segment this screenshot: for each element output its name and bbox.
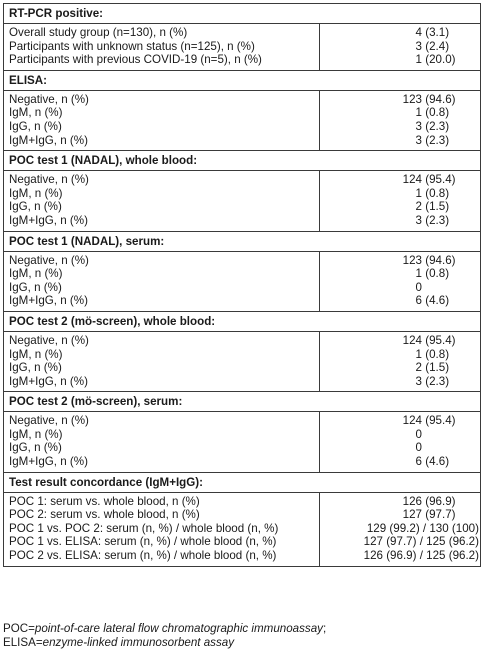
section-title: POC test 2 (mö-screen), serum: xyxy=(4,392,481,412)
section-values-cell xyxy=(320,331,481,391)
section-labels-cell xyxy=(4,412,320,472)
row-label: Negative, n (%) xyxy=(9,173,89,187)
section-header-row xyxy=(4,472,481,492)
row-label: Negative, n (%) xyxy=(9,253,89,267)
row-label: Negative, n (%) xyxy=(9,333,89,347)
row-label: Negative, n (%) xyxy=(9,414,89,428)
row-label: IgM, n (%) xyxy=(9,186,63,200)
row-label: IgM+IgG, n (%) xyxy=(9,213,88,227)
row-value: 1 (0.8) xyxy=(415,186,450,200)
section-values-cell xyxy=(320,492,481,566)
row-label: IgM+IgG, n (%) xyxy=(9,374,88,388)
row-label: POC 2 vs. ELISA: serum (n, %) / whole blood (n, %) xyxy=(9,549,277,563)
row-value: 1 (0.8) xyxy=(415,347,450,361)
row-value: 123 (94.6) xyxy=(402,253,456,267)
row-value: 3 (2.3) xyxy=(415,119,450,133)
section-title: ELISA: xyxy=(4,70,481,90)
row-value: 3 (2.3) xyxy=(415,374,450,388)
row-value: 1 (0.8) xyxy=(415,106,450,120)
row-value: 0 xyxy=(415,441,422,455)
row-value: 1 (20.0) xyxy=(415,53,456,67)
row-value: 129 (99.2) / 130 (100) xyxy=(366,521,479,535)
section-title: RT-PCR positive: xyxy=(4,4,481,24)
footnote-poc-end: ; xyxy=(322,622,327,635)
section-values-cell xyxy=(320,90,481,150)
row-label: Participants with previous COVID-19 (n=5), n (%) xyxy=(9,53,262,67)
section-labels-cell xyxy=(4,24,320,71)
row-label: IgM, n (%) xyxy=(9,267,63,281)
row-value: 3 (2.3) xyxy=(415,213,450,227)
section-body-row xyxy=(4,492,481,566)
row-label: IgG, n (%) xyxy=(9,119,62,133)
row-label: IgM, n (%) xyxy=(9,106,63,120)
row-label: IgM+IgG, n (%) xyxy=(9,133,88,147)
row-value: 6 (4.6) xyxy=(415,294,450,308)
section-body-row xyxy=(4,171,481,231)
row-value: 2 (1.5) xyxy=(415,361,450,375)
row-label: POC 2: serum vs. whole blood, n (%) xyxy=(9,508,200,522)
row-value: 127 (97.7) / 125 (96.2) xyxy=(363,535,479,549)
footnote-elisa-definition: enzyme-linked immunosorbent assay xyxy=(42,635,235,649)
footnote-poc-abbr: POC= xyxy=(3,622,35,635)
row-value: 2 (1.5) xyxy=(415,200,450,214)
row-label: POC 1 vs. ELISA: serum (n, %) / whole blood (n, %) xyxy=(9,535,277,549)
section-body-row xyxy=(4,24,481,71)
row-value: 4 (3.1) xyxy=(415,26,450,39)
row-label: IgM+IgG, n (%) xyxy=(9,455,88,469)
row-label: POC 1 vs. POC 2: serum (n, %) / whole blood (n, %) xyxy=(9,521,279,535)
row-value: 126 (96.9) / 125 (96.2) xyxy=(363,549,479,563)
results-table xyxy=(3,3,481,567)
section-header-row xyxy=(4,70,481,90)
section-header-row xyxy=(4,231,481,251)
section-body-row xyxy=(4,412,481,472)
row-label: IgG, n (%) xyxy=(9,200,62,214)
section-labels-cell xyxy=(4,331,320,391)
row-label: POC 1: serum vs. whole blood, n (%) xyxy=(9,494,200,508)
row-label: Negative, n (%) xyxy=(9,92,89,106)
row-value: 3 (2.3) xyxy=(415,133,450,147)
table-footnote xyxy=(3,622,326,649)
section-header-row xyxy=(4,4,481,24)
section-header-row xyxy=(4,151,481,171)
row-label: IgG, n (%) xyxy=(9,361,62,375)
section-labels-cell xyxy=(4,492,320,566)
row-value: 126 (96.9) xyxy=(402,494,456,508)
row-label: IgM, n (%) xyxy=(9,347,63,361)
row-label: IgM, n (%) xyxy=(9,427,63,441)
row-label: IgG, n (%) xyxy=(9,280,62,294)
row-value: 3 (2.4) xyxy=(415,39,450,53)
section-body-row xyxy=(4,331,481,391)
section-title: POC test 2 (mö-screen), whole blood: xyxy=(4,311,481,331)
section-header-row xyxy=(4,311,481,331)
section-header-row xyxy=(4,392,481,412)
row-value: 0 xyxy=(415,427,422,441)
section-labels-cell xyxy=(4,90,320,150)
section-labels-cell xyxy=(4,171,320,231)
row-value: 123 (94.6) xyxy=(402,92,456,106)
section-values-cell xyxy=(320,251,481,311)
footnote-poc-definition: point-of-care lateral flow chromatographic immunoassay xyxy=(34,622,323,635)
footnote-elisa-abbr: ELISA= xyxy=(3,635,43,649)
row-value: 124 (95.4) xyxy=(402,173,456,187)
section-title: POC test 1 (NADAL), whole blood: xyxy=(4,151,481,171)
row-value: 0 xyxy=(415,280,422,294)
section-values-cell xyxy=(320,24,481,71)
row-label: IgM+IgG, n (%) xyxy=(9,294,88,308)
row-value: 6 (4.6) xyxy=(415,455,450,469)
row-label: Participants with unknown status (n=125), n (%) xyxy=(9,39,255,53)
row-value: 1 (0.8) xyxy=(415,267,450,281)
row-value: 127 (97.7) xyxy=(402,508,456,522)
section-title: Test result concordance (IgM+IgG): xyxy=(4,472,481,492)
section-body-row xyxy=(4,251,481,311)
section-values-cell xyxy=(320,412,481,472)
row-value: 124 (95.4) xyxy=(402,333,456,347)
row-value: 124 (95.4) xyxy=(402,414,456,428)
section-values-cell xyxy=(320,171,481,231)
section-labels-cell xyxy=(4,251,320,311)
row-label: IgG, n (%) xyxy=(9,441,62,455)
row-label: Overall study group (n=130), n (%) xyxy=(9,26,188,39)
section-title: POC test 1 (NADAL), serum: xyxy=(4,231,481,251)
section-body-row xyxy=(4,90,481,150)
